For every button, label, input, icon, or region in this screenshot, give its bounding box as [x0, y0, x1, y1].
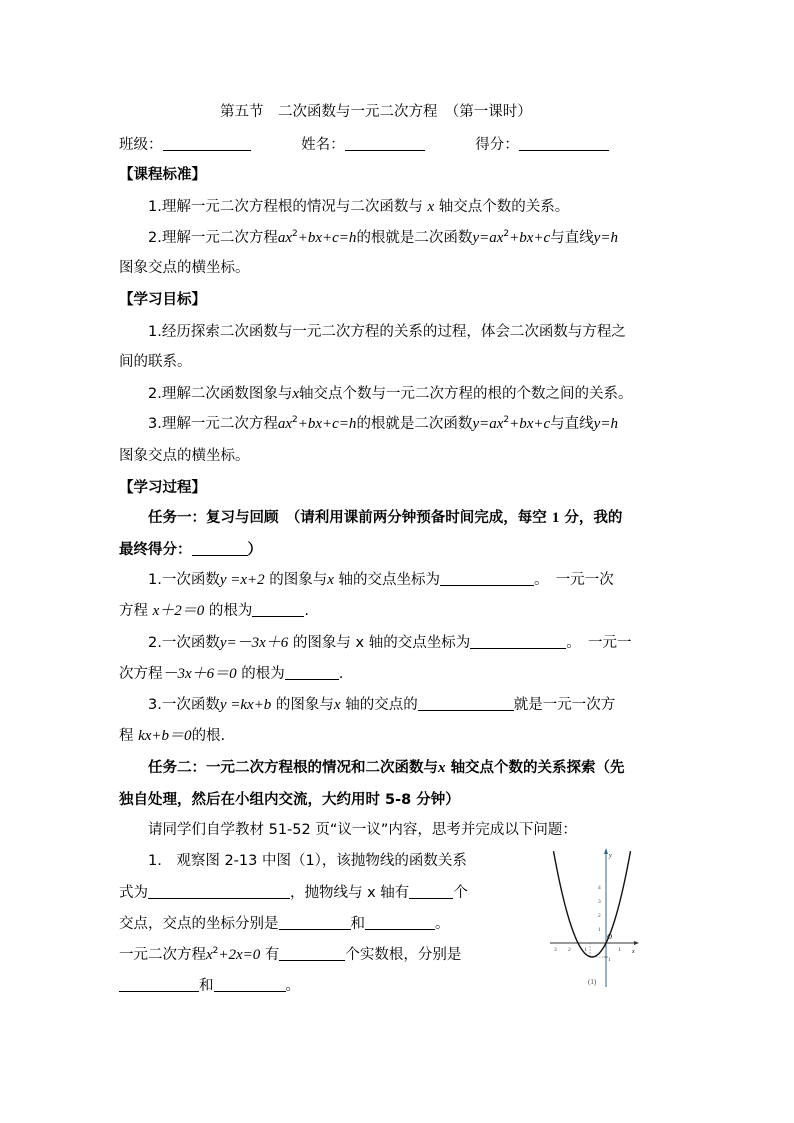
intersection-count-field[interactable]	[409, 883, 453, 899]
standard-item-2: 2.理解一元二次方程$ax^2+bx+c=h$的根就是二次函数$y=ax^2+bx+c$与直线y=h	[148, 229, 618, 246]
task2-p1-line4: 一元二次方程$x^2+2x=0$ 有 个实数根，分别是	[119, 946, 462, 963]
x-tick-neg2: 2	[568, 947, 571, 953]
standard-heading: 【课程标准】	[119, 167, 206, 183]
task1-q2: 2.一次函数y=－3x＋6 的图象与 x 轴的交点坐标为 。 一元一	[148, 635, 632, 651]
q1-coordinate-field[interactable]	[440, 570, 534, 586]
score-label: 得分：	[475, 137, 519, 153]
root-2-field[interactable]	[214, 976, 286, 992]
root-count-field[interactable]	[279, 945, 345, 961]
y-tick-neg1: 1	[608, 957, 611, 963]
goal-heading: 【学习目标】	[119, 292, 206, 308]
standard-item-1: 1.理解一元二次方程根的情况与二次函数与 x 轴交点个数的关系。	[148, 199, 570, 215]
score-field[interactable]	[519, 135, 609, 151]
x-axis-arrow	[634, 941, 639, 945]
goal-item-3: 3.理解一元二次方程$ax^2+bx+c=h$的根就是二次函数$y=ax^2+bx+c$与直线y=h	[148, 415, 618, 432]
goal-item-1-cont: 间的联系。	[119, 354, 192, 370]
class-field[interactable]	[163, 135, 251, 151]
root-1-field[interactable]	[119, 976, 199, 992]
origin-label: O	[607, 933, 613, 941]
q1-root-field[interactable]	[252, 601, 304, 617]
y-tick-1: 1	[598, 927, 601, 933]
class-label: 班级：	[119, 137, 163, 153]
name-label: 姓名：	[301, 137, 345, 153]
goal-item-3-cont: 图象交点的横坐标。	[119, 448, 250, 464]
intersection-2-field[interactable]	[365, 914, 435, 930]
y-tick-2: 2	[598, 913, 601, 919]
parabola-figure	[548, 847, 648, 992]
task1-q1: 1.一次函数y =x+2 的图象与x 轴的交点坐标为 。 一元一次	[148, 572, 614, 588]
final-score-field[interactable]	[192, 540, 248, 556]
name-field[interactable]	[345, 135, 425, 151]
task2-heading: 任务二：一元二次方程根的情况和二次函数与x 轴交点个数的关系探索（先	[148, 760, 625, 776]
y-tick-3: 3	[598, 899, 601, 905]
task1-q3: 3.一次函数y =kx+b 的图象与x 轴的交点的 就是一元一次方	[148, 697, 616, 713]
task1-q3-cont: 程 kx+b＝0的根.	[119, 728, 226, 744]
q2-root-field[interactable]	[285, 664, 339, 680]
task2-p1-line3: 交点，交点的坐标分别是 和 。	[119, 916, 450, 932]
task2-p1: 1. 观察图 2-13 中图（1），该抛物线的函数关系	[148, 853, 467, 869]
standard-item-2-cont: 图象交点的横坐标。	[119, 260, 250, 276]
task1-q2-cont: 次方程－3x＋6＝0 的根为 .	[119, 666, 344, 682]
parabola-curve	[554, 851, 631, 957]
function-expression-field[interactable]	[148, 883, 290, 899]
goal-item-1: 1.经历探索二次函数与一元二次方程的关系的过程，体会二次函数与方程之	[148, 324, 626, 340]
task2-intro: 请同学们自学教材 51-52 页“议一议”内容，思考并完成以下问题：	[148, 822, 577, 838]
task2-p1-line2: 式为 ，抛物线与 x 轴有 个	[119, 885, 468, 901]
task2-heading-cont: 独自处理，然后在小组内交流，大约用时 5-8 分钟）	[119, 792, 460, 808]
x-tick-1: 1	[618, 947, 621, 953]
intersection-1-field[interactable]	[279, 914, 351, 930]
x-tick-neg3: 3	[554, 947, 557, 953]
task1-heading-cont: 最终得分： ）	[119, 542, 262, 558]
page-title: 第五节 二次函数与一元二次方程 （第一课时）	[220, 104, 532, 120]
task1-heading: 任务一：复习与回顾 （请利用课前两分钟预备时间完成，每空 1 分，我的	[148, 510, 623, 526]
task2-p1-line5: 和 。	[119, 976, 300, 996]
x-axis-label: x	[632, 949, 635, 955]
process-heading: 【学习过程】	[119, 480, 206, 496]
header-row	[119, 135, 609, 155]
q2-coordinate-field[interactable]	[470, 633, 566, 649]
task1-q1-cont: 方程 x＋2＝0 的根为 .	[119, 603, 309, 619]
y-axis-label: y	[609, 853, 612, 859]
y-axis-arrow	[604, 848, 608, 854]
goal-item-2: 2.理解二次函数图象与x轴交点个数与一元二次方程的根的个数之间的关系。	[148, 386, 633, 402]
figure-caption: (1)	[588, 978, 597, 986]
q3-field[interactable]	[418, 695, 514, 711]
x-tick-neg1: 1	[584, 947, 587, 953]
y-tick-4: 4	[598, 885, 601, 891]
